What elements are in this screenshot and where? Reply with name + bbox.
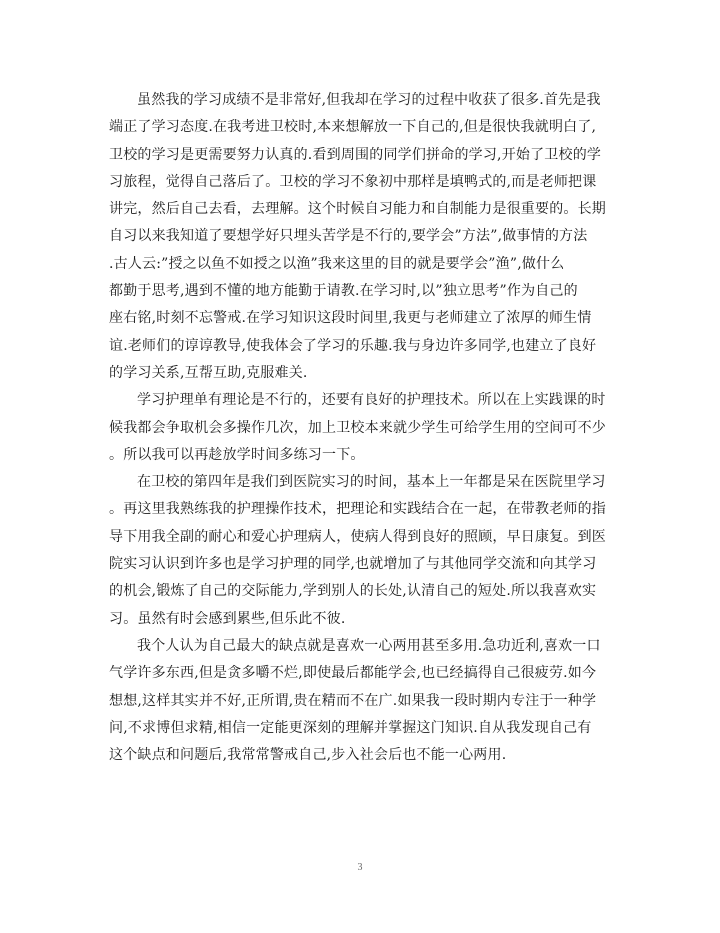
text-line: 讲完，然后自己去看，去理解。这个时候自习能力和自制能力是很重要的。长期 — [109, 201, 606, 218]
text-line: 谊.老师们的谆谆教导,使我体会了学习的乐趣.我与身边许多同学,也建立了良好 — [109, 337, 597, 354]
text-line: 。再这里我熟练我的护理操作技术，把理论和实践结合在一起，在带教老师的指 — [109, 501, 606, 518]
text-line: 气学许多东西,但是贪多嚼不烂,即使最后都能学会,也已经搞得自己很疲劳.如今 — [109, 665, 597, 682]
document-body — [109, 87, 634, 769]
text-line: 这个缺点和问题后,我常常警戒自己,步入社会后也不能一心两用. — [109, 747, 507, 764]
paragraph-hospital-internship — [109, 469, 634, 633]
paragraph-nursing-skills — [109, 387, 634, 469]
text-line: .古人云:”授之以鱼不如授之以渔”我来这里的目的就是要学会”渔”,做什么 — [109, 255, 565, 272]
text-line: 想想,这样其实并不好,正所谓,贵在精而不在广.如果我一段时期内专注于一种学 — [109, 692, 597, 709]
text-line: 学习护理单有理论是不行的，还要有良好的护理技术。所以在上实践课的时 — [137, 392, 606, 409]
text-line: 都勤于思考,遇到不懂的地方能勤于请教.在学习时,以”独立思考”作为自己的 — [109, 283, 578, 300]
text-line: 座右铭,时刻不忘警戒.在学习知识这段时间里,我更与老师建立了浓厚的师生情 — [109, 310, 592, 327]
text-line: 问,不求博但求精,相信一定能更深刻的理解并掌握这门知识.自从我发现自己有 — [109, 719, 592, 736]
text-line: 的机会,锻炼了自己的交际能力,学到别人的长处,认清自己的短处.所以我喜欢实 — [109, 583, 597, 600]
text-line: 导下用我全副的耐心和爱心护理病人，使病人得到良好的照顾，早日康复。到医 — [109, 528, 606, 545]
text-line: 自习以来我知道了要想学好只埋头苦学是不行的,要学会”方法”,做事情的方法 — [109, 228, 588, 245]
text-line: 我个人认为自己最大的缺点就是喜欢一心两用甚至多用.急功近利,喜欢一口 — [137, 637, 601, 654]
text-line: 在卫校的第四年是我们到医院实习的时间，基本上一年都是呆在医院里学习 — [137, 474, 606, 491]
page-number: 3 — [357, 862, 363, 873]
paragraph-study-attitude — [109, 87, 634, 387]
text-line: 虽然我的学习成绩不是非常好,但我却在学习的过程中收获了很多.首先是我 — [137, 92, 601, 108]
text-line: 。所以我可以再趁放学时间多练习一下。 — [109, 446, 365, 463]
text-line: 习。虽然有时会感到累些,但乐此不彼. — [109, 610, 346, 627]
text-line: 卫校的学习是更需要努力认真的.看到周围的同学们拼命的学习,开始了卫校的学 — [109, 146, 602, 163]
text-line: 习旅程，觉得自己落后了。卫校的学习不象初中那样是填鸭式的,而是老师把课 — [109, 173, 597, 190]
text-line: 院实习认识到许多也是学习护理的同学,也就增加了与其他同学交流和向其学习 — [109, 556, 597, 573]
text-line: 的学习关系,互帮互助,克服难关. — [109, 364, 308, 381]
text-line: 端正了学习态度.在我考进卫校时,本来想解放一下自己的,但是很快我就明白了, — [109, 119, 597, 136]
paragraph-shortcomings — [109, 633, 634, 769]
text-line: 候我都会争取机会多操作几次，加上卫校本来就少学生可给学生用的空间可不少 — [109, 419, 606, 436]
